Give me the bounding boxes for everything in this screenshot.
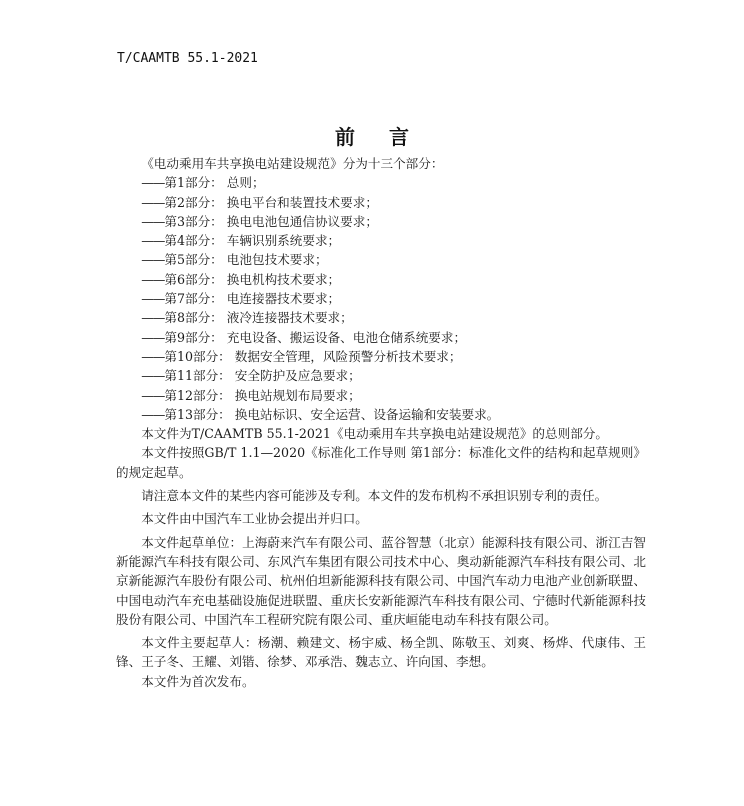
part-title: 液冷连接器技术要求； (226, 310, 353, 326)
part-item (116, 250, 646, 269)
part-item (116, 405, 646, 424)
part-dash: —— (141, 291, 165, 307)
part-number: 第9部分： (164, 329, 223, 345)
part-dash: —— (141, 233, 165, 249)
part-title: 安全防护及应急要求； (234, 368, 361, 384)
part-item (116, 347, 646, 366)
part-title: 总则； (226, 175, 265, 191)
part-number: 第6部分： (164, 271, 223, 287)
part-dash: —— (141, 175, 165, 191)
paragraph-drafting-units: 本文件起草单位：上海蔚来汽车有限公司、蓝谷智慧（北京）能源科技有限公司、浙江吉智新能源汽车科技有限公司、东风汽车集团有限公司技术中心、奥动新能源汽车科技有限公司、北京新能源汽车股份有限公司、杭州伯坦新能源科技有限公司、中国汽车动力电池产业创新联盟、中国电动汽车充电基础设施促进联盟、重庆长安新能源汽车科技有限公司、宁德时代新能源科技股份有限公司、中国汽车工程研究院有限公司、重庆峘能电动车科技有限公司。 (116, 534, 646, 627)
part-title: 换电平台和装置技术要求； (226, 194, 378, 210)
part-number: 第8部分： (164, 310, 223, 326)
part-number: 第13部分： (164, 406, 231, 422)
part-title: 换电机构技术要求； (226, 271, 341, 287)
part-dash: —— (141, 387, 165, 403)
part-item (116, 366, 646, 385)
part-number: 第7部分： (164, 291, 223, 307)
part-title: 数据安全管理，风险预警分析技术要求； (234, 348, 462, 364)
standard-number: T/CAAMTB 55.1-2021 (117, 51, 258, 66)
parts-list (116, 173, 646, 424)
part-dash: —— (141, 213, 165, 229)
part-title: 换电电池包通信协议要求； (226, 213, 378, 229)
part-item (116, 308, 646, 327)
part-title: 充电设备、搬运设备、电池仓储系统要求； (226, 329, 467, 345)
part-dash: —— (141, 271, 165, 287)
part-dash: —— (141, 194, 165, 210)
part-title: 电连接器技术要求； (226, 291, 341, 307)
part-number: 第2部分： (164, 194, 223, 210)
part-item (116, 386, 646, 405)
part-number: 第4部分： (164, 233, 223, 249)
part-item (116, 270, 646, 289)
part-item (116, 193, 646, 212)
part-dash: —— (141, 329, 165, 345)
part-number: 第1部分： (164, 175, 223, 191)
paragraph-patent-notice: 请注意本文件的某些内容可能涉及专利。本文件的发布机构不承担识别专利的责任。 (141, 488, 608, 504)
part-dash: —— (141, 310, 165, 326)
part-dash: —— (141, 368, 165, 384)
part-number: 第11部分： (164, 368, 231, 384)
paragraph-drafters: 本文件主要起草人：杨潮、赖建文、杨宇威、杨全凯、陈敬玉、刘爽、杨烨、代康伟、王锋、王子冬、王耀、刘锴、徐梦、邓承浩、魏志立、许向国、李想。 (116, 635, 646, 670)
foreword-body (116, 154, 646, 691)
page-title: 前言 (335, 125, 443, 149)
part-number: 第10部分： (164, 348, 231, 364)
part-dash: —— (141, 252, 165, 268)
part-title: 换电站规划布局要求； (234, 387, 361, 403)
part-item (116, 212, 646, 231)
part-item (116, 328, 646, 347)
intro-paragraph: 《电动乘用车共享换电站建设规范》分为十三个部分： (141, 156, 444, 171)
part-item (116, 173, 646, 192)
part-number: 第5部分： (164, 252, 223, 268)
paragraph-drafting-rules: 本文件按照GB/T 1.1—2020《标准化工作导则 第1部分：标准化文件的结构和起草规则》的规定起草。 (116, 445, 646, 480)
paragraph-first-release: 本文件为首次发布。 (141, 673, 255, 689)
part-title: 车辆识别系统要求； (226, 233, 341, 249)
paragraph-scope: 本文件为T/CAAMTB 55.1-2021《电动乘用车共享换电站建设规范》的总则部分。 (141, 426, 608, 442)
part-item (116, 231, 646, 250)
part-title: 电池包技术要求； (226, 252, 328, 268)
part-number: 第12部分： (164, 387, 231, 403)
part-dash: —— (141, 348, 165, 364)
part-dash: —— (141, 406, 165, 422)
paragraph-proposer: 本文件由中国汽车工业协会提出并归口。 (141, 511, 368, 527)
part-title: 换电站标识、安全运营、设备运输和安装要求。 (234, 406, 500, 422)
part-item (116, 289, 646, 308)
part-number: 第3部分： (164, 213, 223, 229)
